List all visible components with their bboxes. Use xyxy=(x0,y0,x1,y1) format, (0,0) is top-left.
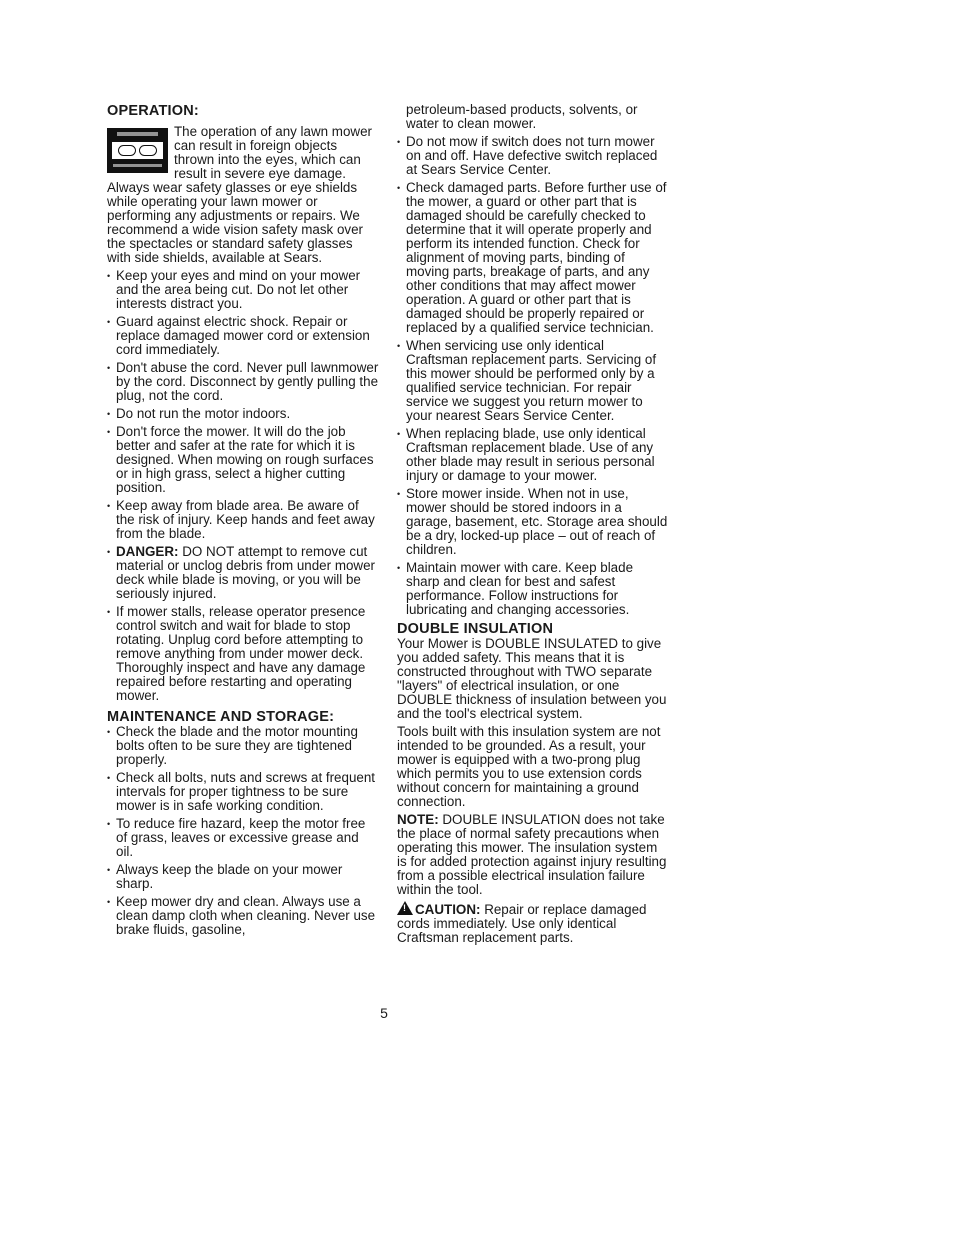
danger-item xyxy=(107,545,379,601)
list-item: • Check damaged parts. Before further use of the mower, a guard or other part that is damaged should be carefully checked to determine that it will operate properly and perform its intended function. Check for alignment of moving parts, binding of moving parts, breakage of parts, and any other conditions that may affect mower operation. A guard or other part that is damaged should be properly repaired or replaced by a qualified service technician. xyxy=(397,181,669,335)
list-item: • Check the blade and the motor mounting bolts often to be sure they are tightened properly. xyxy=(107,725,379,767)
note-label: NOTE: xyxy=(397,812,439,827)
list-item: • Keep your eyes and mind on your mower and the area being cut. Do not let other interests distract you. xyxy=(107,269,379,311)
caution-paragraph xyxy=(397,901,669,945)
maintenance-list xyxy=(107,725,379,937)
list-item: • Keep away from blade area. Be aware of the risk of injury. Keep hands and feet away from the blade. xyxy=(107,499,379,541)
note-paragraph xyxy=(397,813,669,897)
list-item: • Store mower inside. When not in use, mower should be stored indoors in a garage, basement, etc. Storage area should be a dry, locked-up place – out of reach of children. xyxy=(397,487,669,557)
list-item: • Keep mower dry and clean. Always use a clean damp cloth when cleaning. Never use brake fluids, gasoline, xyxy=(107,895,379,937)
list-item: • To reduce fire hazard, keep the motor free of grass, leaves or excessive grease and oil. xyxy=(107,817,379,859)
list-item: • Maintain mower with care. Keep blade sharp and clean for best and safest performance. Follow instructions for lubricating and changing accessories. xyxy=(397,561,669,617)
list-item: • Do not mow if switch does not turn mower on and off. Have defective switch replaced at Sears Service Center. xyxy=(397,135,669,177)
storage-list xyxy=(397,103,669,617)
list-item: • Always keep the blade on your mower sharp. xyxy=(107,863,379,891)
list-item: • Check all bolts, nuts and screws at frequent intervals for proper tightness to be sure mower is in safe working condition. xyxy=(107,771,379,813)
safety-glasses-warning-icon xyxy=(107,128,168,173)
list-item: • Don't abuse the cord. Never pull lawnmower by the cord. Disconnect by gently pulling the plug, not the cord. xyxy=(107,361,379,403)
continuation-text: petroleum-based products, solvents, or water to clean mower. xyxy=(406,102,638,131)
maintenance-heading: MAINTENANCE AND STORAGE: xyxy=(107,709,335,725)
list-item: • When replacing blade, use only identical Craftsman replacement blade. Use of any other blade may result in serious personal injury or damage to your mower. xyxy=(397,427,669,483)
double-insulation-paragraph: Your Mower is DOUBLE INSULATED to give you added safety. This means that it is constructed throughout with TWO separate "layers" of electrical insulation, or one DOUBLE thickness of insulation between you and the tool's electrical system. xyxy=(397,636,667,721)
note-text: DOUBLE INSULATION does not take the place of normal safety precautions when operating this mower. The insulation system is for added protection against injury resulting from a possible electrical insulation failure within the tool. xyxy=(397,812,667,897)
double-insulation-paragraph: Tools built with this insulation system are not intended to be grounded. As a result, your mower is equipped with a two-prong plug which permits you to use extension cords without concern for maintaining a ground connection. xyxy=(397,724,661,809)
danger-text: DO NOT attempt to remove cut material or unclog debris from under mower deck while blade is moving, or you will be seriously injured. xyxy=(116,544,375,601)
operation-list xyxy=(107,269,379,703)
operation-heading: OPERATION: xyxy=(107,103,199,119)
caution-text: Repair or replace damaged cords immediately. Use only identical Craftsman replacement parts. xyxy=(397,902,647,945)
double-insulation-heading: DOUBLE INSULATION xyxy=(397,621,554,637)
list-item: • Do not run the motor indoors. xyxy=(107,407,379,421)
list-item: • When servicing use only identical Craftsman replacement parts. Servicing of this mower should be performed only by a qualified service technician. For repair service we suggest you return mower to your nearest Sears Service Center. xyxy=(397,339,669,423)
list-item: • If mower stalls, release operator presence control switch and wait for blade to stop rotating. Unplug cord before attempting to remove anything from under mower deck. Thoroughly inspect and have any damage repaired before restarting and operating mower. xyxy=(107,605,379,703)
operation-intro: The operation of any lawn mower can result in foreign objects thrown into the eyes, which can result in severe eye damage. Always wear safety glasses or eye shields while operating your lawn mower or performing any adjustments or repairs. We recommend a wide vision safety mask over the spectacles or standard safety glasses with side shields, available at Sears. xyxy=(107,124,372,265)
right-column xyxy=(397,103,669,949)
caution-triangle-icon xyxy=(397,901,413,915)
caution-label: CAUTION: xyxy=(415,902,481,917)
danger-label: DANGER: xyxy=(116,544,179,559)
left-column xyxy=(107,103,379,941)
page-number: 5 xyxy=(380,1005,388,1021)
operation-intro-block xyxy=(107,125,379,265)
list-item: • Don't force the mower. It will do the job better and safer at the rate for which it is designed. When mowing on rough surfaces or in high grass, select a higher cutting position. xyxy=(107,425,379,495)
list-item: • Guard against electric shock. Repair or replace damaged mower cord or extension cord immediately. xyxy=(107,315,379,357)
